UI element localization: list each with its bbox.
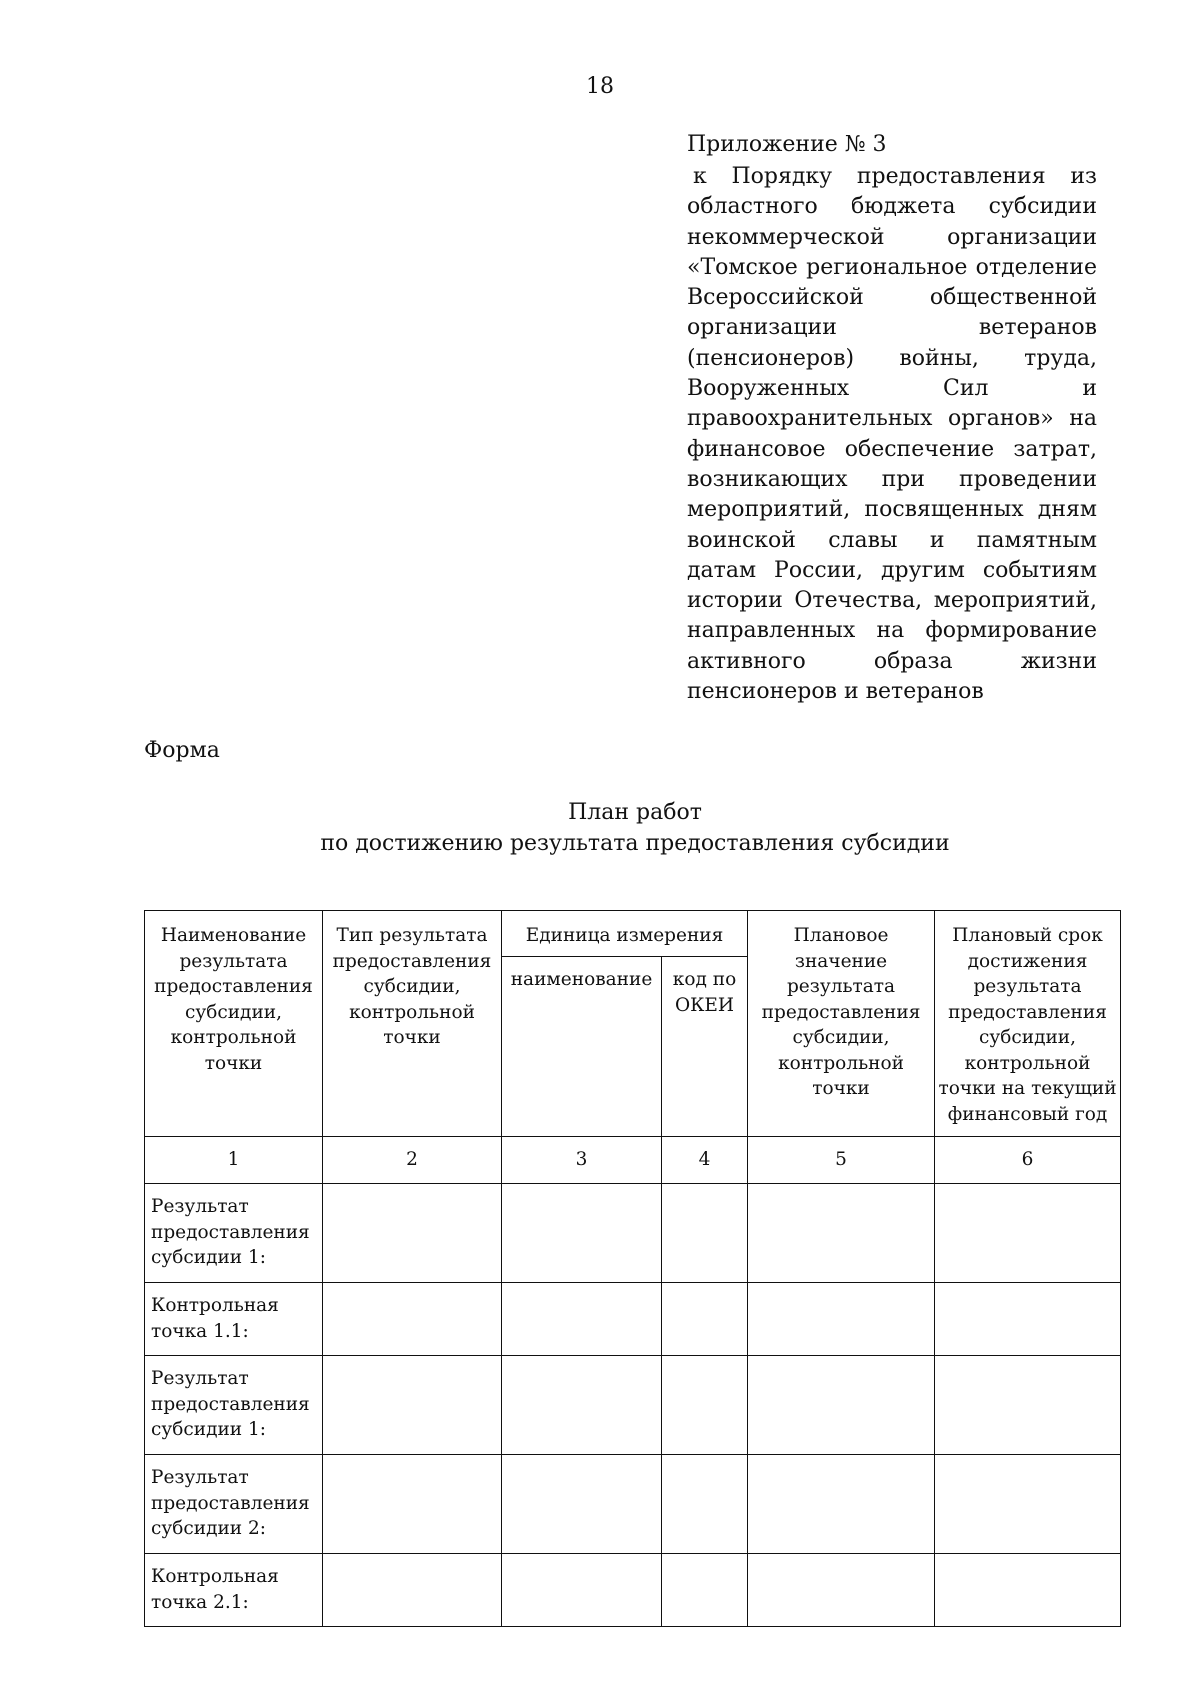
appendix-title: Приложение № 3 xyxy=(687,132,887,157)
table-cell[interactable] xyxy=(502,1184,662,1283)
header-unit-name: наименование xyxy=(502,957,662,1137)
form-label: Форма xyxy=(144,738,220,763)
table-cell[interactable] xyxy=(662,1554,748,1627)
header-unit-code: код по ОКЕИ xyxy=(662,957,748,1137)
table-cell[interactable] xyxy=(502,1455,662,1554)
table-cell[interactable] xyxy=(502,1356,662,1455)
table-cell[interactable] xyxy=(323,1356,502,1455)
table-cell[interactable] xyxy=(935,1455,1121,1554)
table-cell[interactable] xyxy=(323,1455,502,1554)
header-result-name: Наименование результата предоставления субсидии, контрольной точки xyxy=(145,911,323,1137)
row-label: Контрольная точка 2.1: xyxy=(145,1554,323,1627)
page-number: 18 xyxy=(586,74,614,99)
table-cell[interactable] xyxy=(935,1356,1121,1455)
plan-title xyxy=(0,797,1200,859)
table-cell[interactable] xyxy=(323,1554,502,1627)
table-cell[interactable] xyxy=(935,1283,1121,1356)
appendix-body: к Порядку предоставления из областного бюджета субсидии некоммерческой организации «Томское региональное отделение Всероссийской общественной организации ветеранов (пенсионеров) войны, труда, Вооруженных Сил и правоохранительных органов» на финансовое обеспечение затрат, возникающих при проведении мероприятий, посвященных дням воинской славы и памятным датам России, другим событиям истории Отечества, мероприятий, направленных на формирование активного образа жизни пенсионеров и ветеранов xyxy=(687,164,1097,705)
header-planned-deadline: Плановый срок достижения результата предоставления субсидии, контрольной точки на текущий финансовый год xyxy=(935,911,1121,1137)
table-header-row xyxy=(145,911,1121,957)
table-cell[interactable] xyxy=(935,1184,1121,1283)
table-cell[interactable] xyxy=(662,1283,748,1356)
row-label: Контрольная точка 1.1: xyxy=(145,1283,323,1356)
column-number: 5 xyxy=(748,1137,935,1184)
table-cell[interactable] xyxy=(323,1184,502,1283)
table-row xyxy=(145,1554,1121,1627)
plan-title-line-2: по достижению результата предоставления субсидии xyxy=(320,831,950,856)
table-row xyxy=(145,1356,1121,1455)
plan-title-line-1: План работ xyxy=(568,800,702,825)
table-cell[interactable] xyxy=(662,1356,748,1455)
table-row xyxy=(145,1184,1121,1283)
table-cell[interactable] xyxy=(323,1283,502,1356)
header-result-type: Тип результата предоставления субсидии, контрольной точки xyxy=(323,911,502,1137)
table-cell[interactable] xyxy=(748,1356,935,1455)
table-cell[interactable] xyxy=(502,1554,662,1627)
table-row xyxy=(145,1455,1121,1554)
column-number: 3 xyxy=(502,1137,662,1184)
column-number: 1 xyxy=(145,1137,323,1184)
table-cell[interactable] xyxy=(662,1184,748,1283)
column-number-row xyxy=(145,1137,1121,1184)
row-label: Результат предоставления субсидии 1: xyxy=(145,1356,323,1455)
row-label: Результат предоставления субсидии 2: xyxy=(145,1455,323,1554)
table-cell[interactable] xyxy=(748,1283,935,1356)
column-number: 4 xyxy=(662,1137,748,1184)
table-cell[interactable] xyxy=(935,1554,1121,1627)
plan-table xyxy=(144,910,1121,1627)
table-cell[interactable] xyxy=(502,1283,662,1356)
table-cell[interactable] xyxy=(662,1455,748,1554)
table-cell[interactable] xyxy=(748,1554,935,1627)
table-cell[interactable] xyxy=(748,1184,935,1283)
column-number: 6 xyxy=(935,1137,1121,1184)
row-label: Результат предоставления субсидии 1: xyxy=(145,1184,323,1283)
header-unit: Единица измерения xyxy=(502,911,748,957)
column-number: 2 xyxy=(323,1137,502,1184)
header-planned-value: Плановое значение результата предоставления субсидии, контрольной точки xyxy=(748,911,935,1137)
table-cell[interactable] xyxy=(748,1455,935,1554)
table-row xyxy=(145,1283,1121,1356)
